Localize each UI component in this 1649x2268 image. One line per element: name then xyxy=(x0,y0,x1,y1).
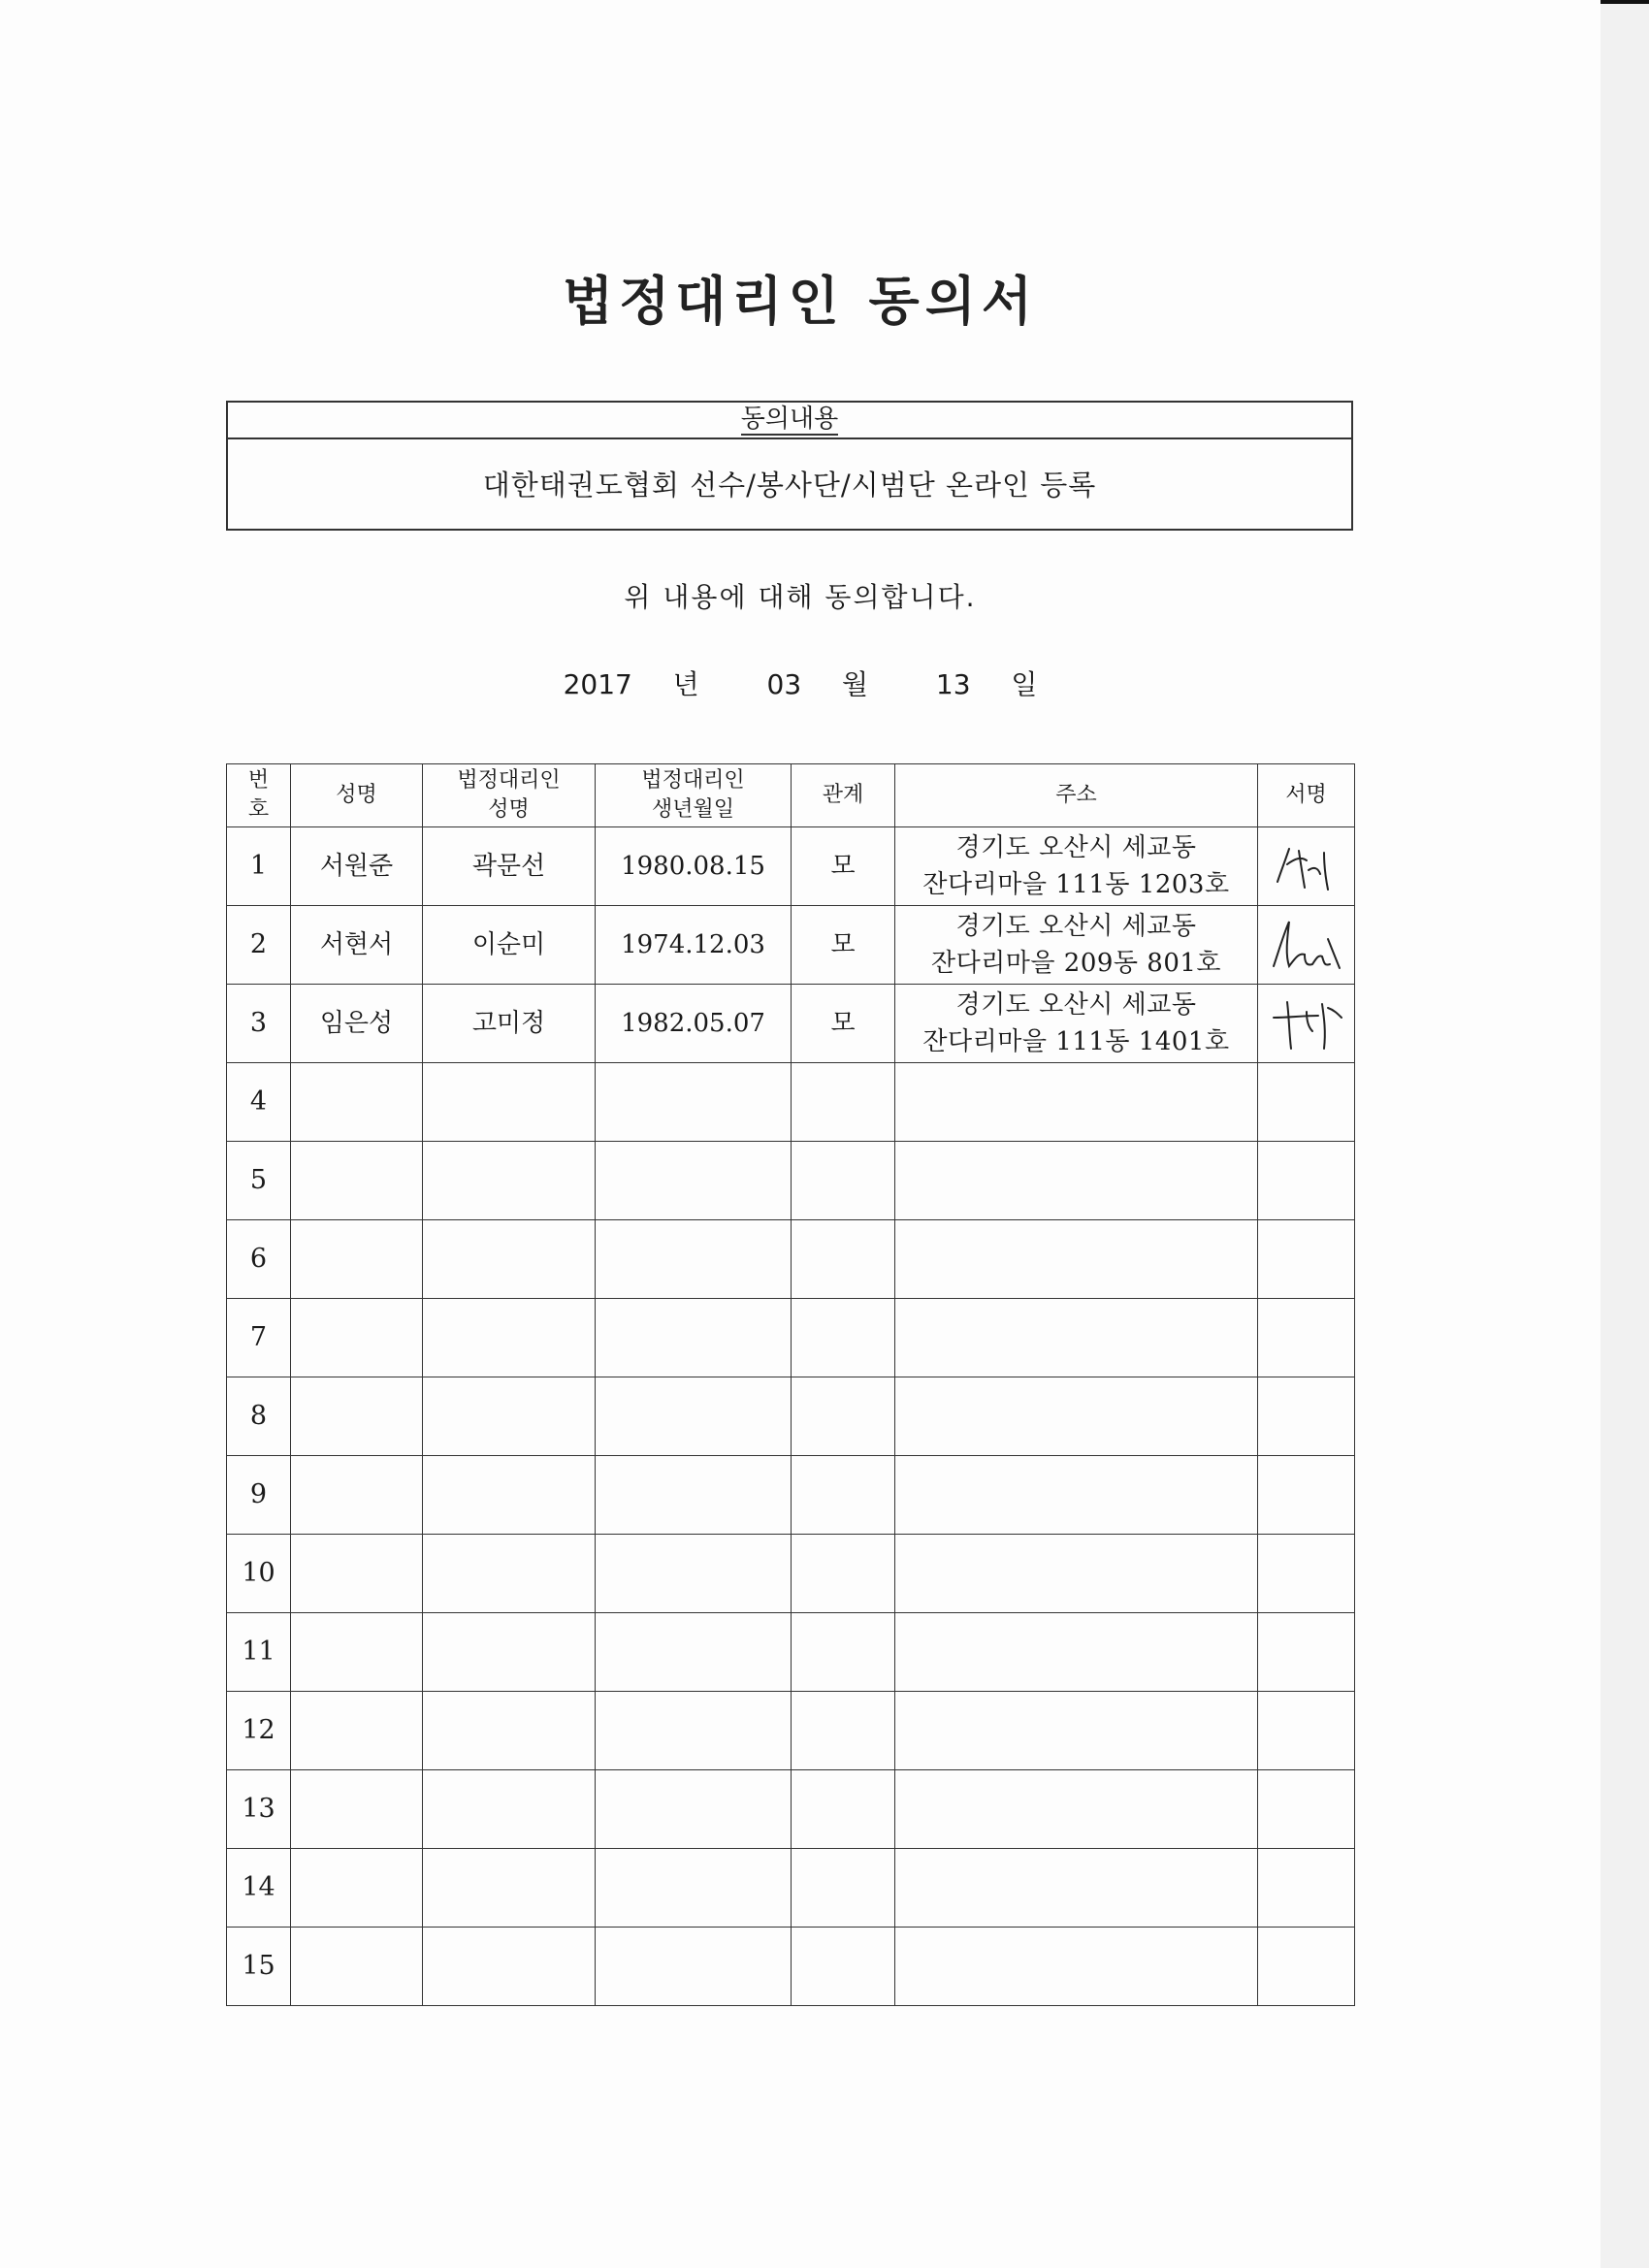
cell-signature xyxy=(1258,1928,1355,2006)
col-header-no-line2: 호 xyxy=(247,797,270,822)
cell-address xyxy=(895,1220,1258,1299)
col-header-guardian-name xyxy=(423,764,596,827)
consent-text: 대한태권도협회 선수/봉사단/시범단 온라인 등록 xyxy=(482,469,1097,502)
cell-name xyxy=(291,1142,423,1220)
cell-guardian-name xyxy=(423,1613,596,1692)
table-row xyxy=(227,1928,1355,2006)
cell-guardian-birth xyxy=(596,1770,792,1849)
table-row xyxy=(227,1220,1355,1299)
table-row xyxy=(227,1377,1355,1456)
col-header-no-line1: 번 xyxy=(247,768,270,793)
cell-no: 1 xyxy=(227,827,291,906)
cell-name: 서원준 xyxy=(291,827,423,906)
cell-no: 12 xyxy=(227,1692,291,1770)
table-row xyxy=(227,827,1355,906)
handwritten-signature xyxy=(1260,988,1353,1058)
cell-address xyxy=(895,1692,1258,1770)
cell-no: 4 xyxy=(227,1063,291,1142)
cell-name xyxy=(291,1692,423,1770)
cell-signature xyxy=(1258,1142,1355,1220)
date-year-unit: 년 xyxy=(672,668,699,700)
cell-signature xyxy=(1258,1456,1355,1535)
cell-name xyxy=(291,1456,423,1535)
cell-guardian-birth xyxy=(596,1063,792,1142)
cell-guardian-name: 곽문선 xyxy=(423,827,596,906)
cell-relation: 모 xyxy=(792,906,895,985)
scan-corner-mark xyxy=(1600,0,1649,4)
cell-address-line2: 잔다리마을 209동 801호 xyxy=(930,949,1222,978)
guardian-roster-table xyxy=(226,763,1355,2006)
table-row xyxy=(227,906,1355,985)
cell-no: 11 xyxy=(227,1613,291,1692)
cell-name xyxy=(291,1377,423,1456)
cell-address xyxy=(895,1377,1258,1456)
cell-guardian-name xyxy=(423,1849,596,1928)
table-row xyxy=(227,1299,1355,1377)
table-row xyxy=(227,1456,1355,1535)
scan-margin xyxy=(1600,0,1649,2268)
cell-signature xyxy=(1258,1770,1355,1849)
table-header-row xyxy=(227,764,1355,827)
cell-guardian-name xyxy=(423,1456,596,1535)
cell-no: 5 xyxy=(227,1142,291,1220)
col-header-guardian-name-line1: 법정대리인 xyxy=(457,768,561,793)
date-line xyxy=(0,664,1600,702)
cell-relation xyxy=(792,1535,895,1613)
cell-relation xyxy=(792,1692,895,1770)
cell-relation: 모 xyxy=(792,985,895,1063)
col-header-guardian-name-line2: 성명 xyxy=(488,797,530,822)
table-row xyxy=(227,1692,1355,1770)
table-body xyxy=(227,827,1355,2006)
cell-relation xyxy=(792,1849,895,1928)
cell-no: 6 xyxy=(227,1220,291,1299)
cell-guardian-name xyxy=(423,1377,596,1456)
cell-address xyxy=(895,1928,1258,2006)
cell-guardian-birth xyxy=(596,1220,792,1299)
date-day: 13 xyxy=(935,668,971,700)
cell-signature xyxy=(1258,1220,1355,1299)
cell-no: 9 xyxy=(227,1456,291,1535)
col-header-guardian-birth xyxy=(596,764,792,827)
cell-relation xyxy=(792,1928,895,2006)
cell-guardian-name xyxy=(423,1770,596,1849)
table-row xyxy=(227,1613,1355,1692)
date-year: 2017 xyxy=(563,668,632,700)
document-title: 법정대리인 동의서 xyxy=(562,271,1039,332)
cell-address xyxy=(895,827,1258,906)
cell-no: 8 xyxy=(227,1377,291,1456)
cell-guardian-birth: 1980.08.15 xyxy=(596,827,792,906)
col-header-signature: 서명 xyxy=(1258,764,1355,827)
cell-name: 임은성 xyxy=(291,985,423,1063)
date-day-unit: 일 xyxy=(1011,668,1038,700)
cell-address-line1: 경기도 오산시 세교동 xyxy=(955,833,1197,862)
cell-guardian-name xyxy=(423,1692,596,1770)
cell-name: 서현서 xyxy=(291,906,423,985)
cell-signature xyxy=(1258,1299,1355,1377)
col-header-no xyxy=(227,764,291,827)
cell-guardian-birth xyxy=(596,1377,792,1456)
cell-address xyxy=(895,1770,1258,1849)
cell-name xyxy=(291,1299,423,1377)
cell-guardian-birth: 1982.05.07 xyxy=(596,985,792,1063)
cell-name xyxy=(291,1063,423,1142)
col-header-guardian-birth-line2: 생년월일 xyxy=(651,797,734,822)
cell-address xyxy=(895,906,1258,985)
cell-address-line1: 경기도 오산시 세교동 xyxy=(955,912,1197,941)
cell-signature xyxy=(1258,1377,1355,1456)
cell-name xyxy=(291,1220,423,1299)
cell-signature xyxy=(1258,1849,1355,1928)
cell-address xyxy=(895,1063,1258,1142)
cell-relation xyxy=(792,1220,895,1299)
cell-address xyxy=(895,1613,1258,1692)
cell-address xyxy=(895,1849,1258,1928)
consent-header-label: 동의내용 xyxy=(740,405,839,434)
cell-address xyxy=(895,1142,1258,1220)
cell-relation xyxy=(792,1063,895,1142)
cell-no: 2 xyxy=(227,906,291,985)
cell-guardian-name xyxy=(423,1535,596,1613)
cell-signature xyxy=(1258,1613,1355,1692)
col-header-relation: 관계 xyxy=(792,764,895,827)
date-month: 03 xyxy=(766,668,802,700)
cell-relation xyxy=(792,1613,895,1692)
table-row xyxy=(227,1770,1355,1849)
cell-name xyxy=(291,1535,423,1613)
cell-guardian-birth xyxy=(596,1535,792,1613)
table-row xyxy=(227,1849,1355,1928)
table-row xyxy=(227,1142,1355,1220)
cell-guardian-name: 고미정 xyxy=(423,985,596,1063)
cell-no: 13 xyxy=(227,1770,291,1849)
cell-guardian-name xyxy=(423,1299,596,1377)
cell-name xyxy=(291,1613,423,1692)
cell-relation xyxy=(792,1377,895,1456)
cell-address xyxy=(895,1535,1258,1613)
cell-guardian-birth xyxy=(596,1299,792,1377)
cell-relation xyxy=(792,1770,895,1849)
cell-signature xyxy=(1258,906,1355,985)
cell-guardian-name: 이순미 xyxy=(423,906,596,985)
cell-address xyxy=(895,985,1258,1063)
col-header-name: 성명 xyxy=(291,764,423,827)
cell-guardian-birth xyxy=(596,1613,792,1692)
cell-signature xyxy=(1258,1692,1355,1770)
cell-signature xyxy=(1258,985,1355,1063)
cell-guardian-birth xyxy=(596,1849,792,1928)
cell-guardian-name xyxy=(423,1142,596,1220)
cell-name xyxy=(291,1849,423,1928)
cell-guardian-birth: 1974.12.03 xyxy=(596,906,792,985)
cell-guardian-birth xyxy=(596,1928,792,2006)
cell-relation xyxy=(792,1456,895,1535)
cell-guardian-birth xyxy=(596,1456,792,1535)
cell-guardian-name xyxy=(423,1928,596,2006)
cell-guardian-name xyxy=(423,1063,596,1142)
consent-header xyxy=(228,403,1351,439)
table-row xyxy=(227,1535,1355,1613)
col-header-address: 주소 xyxy=(895,764,1258,827)
handwritten-signature xyxy=(1260,831,1353,901)
cell-name xyxy=(291,1770,423,1849)
cell-address-line2: 잔다리마을 111동 1203호 xyxy=(922,870,1230,899)
cell-name xyxy=(291,1928,423,2006)
cell-signature xyxy=(1258,827,1355,906)
cell-no: 15 xyxy=(227,1928,291,2006)
cell-signature xyxy=(1258,1535,1355,1613)
handwritten-signature xyxy=(1260,910,1353,980)
table-row xyxy=(227,985,1355,1063)
cell-signature xyxy=(1258,1063,1355,1142)
date-month-unit: 월 xyxy=(842,668,869,700)
cell-address xyxy=(895,1299,1258,1377)
cell-address-line2: 잔다리마을 111동 1401호 xyxy=(922,1027,1230,1056)
cell-address xyxy=(895,1456,1258,1535)
consent-box xyxy=(226,401,1353,531)
table-row xyxy=(227,1063,1355,1142)
cell-relation xyxy=(792,1142,895,1220)
cell-guardian-birth xyxy=(596,1142,792,1220)
cell-no: 3 xyxy=(227,985,291,1063)
agreement-statement: 위 내용에 대해 동의합니다. xyxy=(624,581,977,613)
cell-guardian-birth xyxy=(596,1692,792,1770)
cell-address-line1: 경기도 오산시 세교동 xyxy=(955,990,1197,1020)
cell-relation: 모 xyxy=(792,827,895,906)
cell-guardian-name xyxy=(423,1220,596,1299)
col-header-guardian-birth-line1: 법정대리인 xyxy=(641,768,745,793)
cell-relation xyxy=(792,1299,895,1377)
cell-no: 10 xyxy=(227,1535,291,1613)
cell-no: 7 xyxy=(227,1299,291,1377)
cell-no: 14 xyxy=(227,1849,291,1928)
